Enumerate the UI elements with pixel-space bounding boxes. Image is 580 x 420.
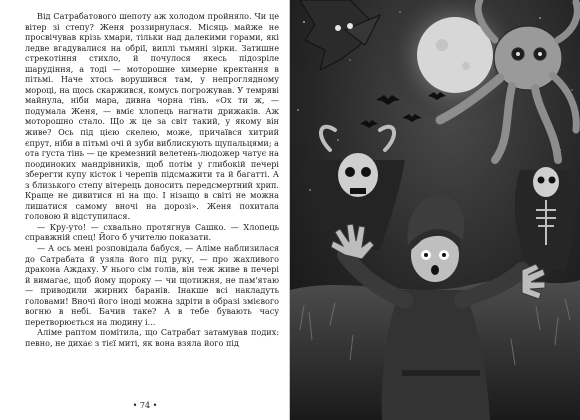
paragraph-2: — Кру-уто! — схвально протягнув Сашко. — Хлопець справжній спец! Його б учителю показати. (25, 221, 279, 243)
illustration-page (290, 0, 580, 420)
text-block (25, 11, 279, 349)
paragraph-4: Аліме раптом помітила, що Сатрабат затамував подих: певно, не дихає з тієї миті, як вона взяла його під (25, 327, 279, 348)
paragraph-1: Від Сатрабатового шепоту аж холодом пройняло. Чи це вітер зі степу? Женя роззирнулася. Місяць майже не просвічував крізь хмари, тільки над далекими горами, які ледве вгадувалися на обрії, виплі тьмяні зірки. Затишне стрекотіння стихло, й почулося якесь підозріле шарудіння, а тоді — моторошне химерне кректання в пітьмі. Наче хтось ворушився там, у непроглядному мороці, на щось скаржився, комусь погрожував. У темряві майнула, ніби мара, дивна чорна тінь. «Ох ти ж, — подумала Женя, — вміє хлопець нагнати дрижаків. Аж моторошно стало. Що ж це за світ такий, у якому він живе? Ось під цією скелею, може, причаївся хитрий єпрут, ніби в пітьмі очі й зуби виблискують щупальцями; а ота густа тінь — це кремезний велетень-людожер чатує на поодиноких мандрівників, щоб потім у глибокій печері зберегти купу кісток і черепів підсмажити та й багатті. А з близького степу вітерець доносить передсмертний хрип. Краще не дивитися ні на що. І нізащо в світі не можна лишатися самому вночі на дорозі». Женя похитала головою й відступилася. (25, 11, 279, 222)
night-illustration (290, 0, 580, 420)
skeleton-spirit (515, 167, 574, 270)
page-number: • 74 • (132, 401, 158, 410)
paragraph-3: — А ось мені розповідала бабуся, — Аліме наблизилася до Сатрабата й узяла його під руку, — про жахливого дракона Аждаху. У нього сім голів, він теж живе в печері й вимагає, щоб йому щороку — чи щотижня, не пам'ятаю — приводили жирних баранів. Інакше всі накладуть головами! Вночі його іноді можна здріти в образі змієвого вогню в небі. Бачив таке? А в тебе бувають часу перетворюється на людину і... (25, 243, 279, 327)
